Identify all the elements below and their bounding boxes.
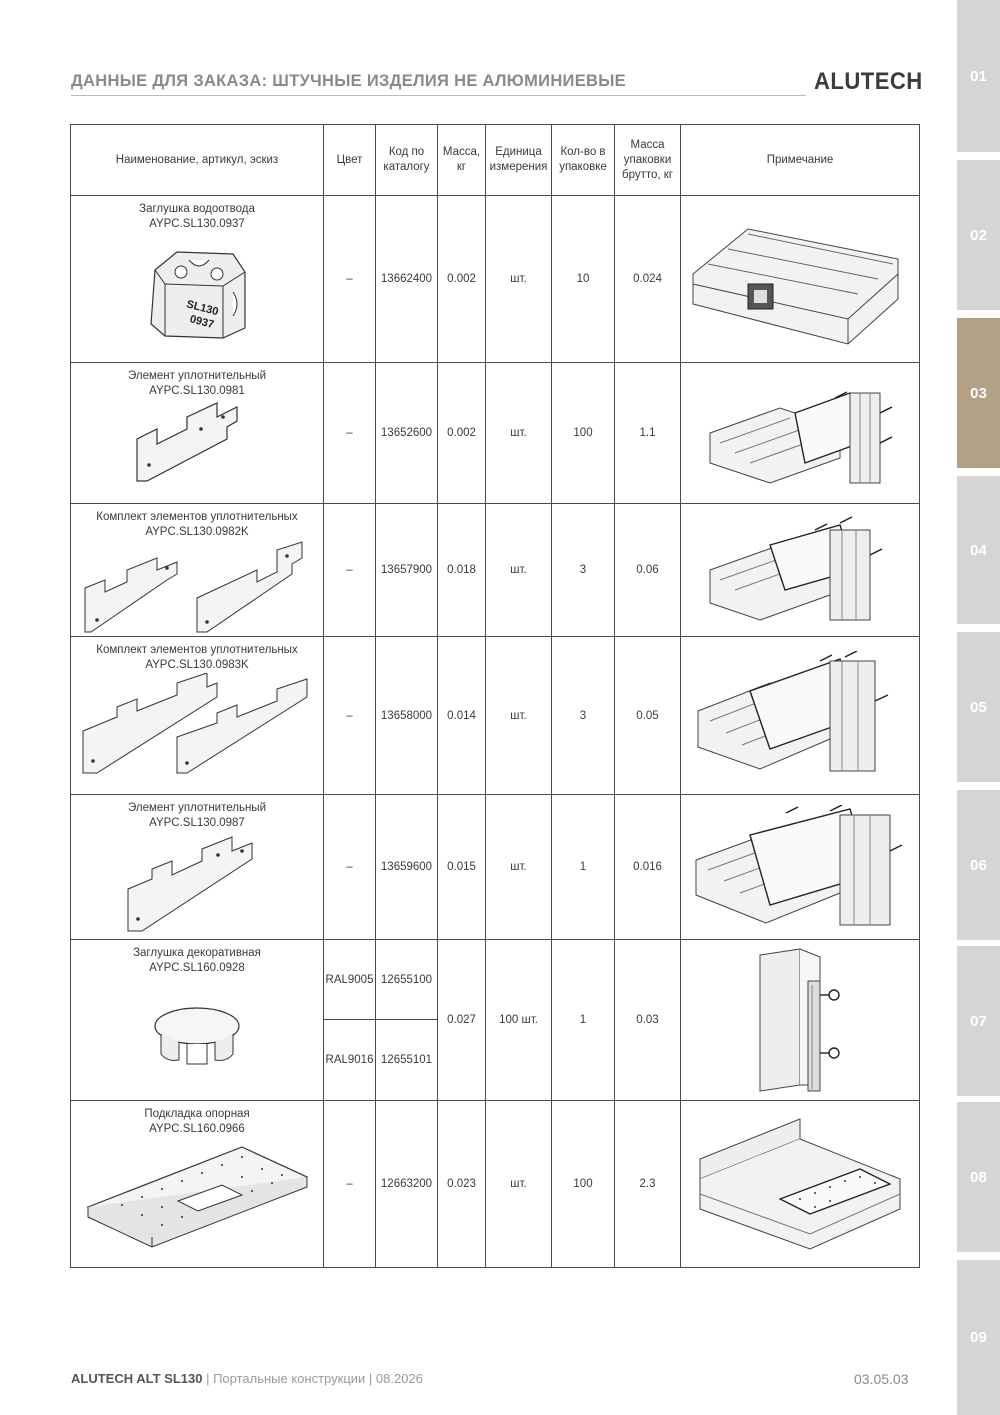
header-divider bbox=[71, 95, 806, 96]
item-unit: шт. bbox=[486, 363, 552, 504]
item-mass: 0.027 bbox=[438, 940, 486, 1101]
item-unit: шт. bbox=[486, 504, 552, 637]
item-qty: 3 bbox=[552, 504, 615, 637]
seal-element-2-sketch bbox=[122, 831, 272, 935]
seal-kit-sketch bbox=[77, 540, 317, 636]
item-qty: 1 bbox=[552, 795, 615, 940]
item-name: Комплект элементов уплотнительных AYPC.SL130.0982K bbox=[96, 511, 298, 538]
item-qty: 100 bbox=[552, 363, 615, 504]
order-table bbox=[70, 124, 920, 1268]
item-qty: 100 bbox=[552, 1101, 615, 1268]
table-row bbox=[71, 196, 920, 363]
item-name-cell bbox=[71, 363, 324, 504]
seal-kit-2-sketch bbox=[77, 673, 317, 783]
item-code: 12655101 bbox=[376, 1020, 438, 1101]
item-name: Элемент уплотнительный AYPC.SL130.0981 bbox=[128, 370, 266, 397]
item-code: 13662400 bbox=[376, 196, 438, 363]
seal-element-2-assembly-illustration bbox=[690, 805, 910, 930]
item-unit: 100 шт. bbox=[486, 940, 552, 1101]
item-note-cell bbox=[681, 637, 920, 795]
item-note-cell bbox=[681, 940, 920, 1101]
item-unit: шт. bbox=[486, 637, 552, 795]
table-row bbox=[71, 795, 920, 940]
item-name: Заглушка водоотвода AYPC.SL130.0937 bbox=[139, 203, 255, 230]
item-mass: 0.014 bbox=[438, 637, 486, 795]
item-color: – bbox=[324, 196, 376, 363]
item-qty: 10 bbox=[552, 196, 615, 363]
col-header-note: Примечание bbox=[681, 125, 920, 196]
tab-09[interactable]: 09 bbox=[957, 1260, 1000, 1415]
section-tabs bbox=[957, 0, 1000, 1415]
item-name: Подкладка опорная AYPC.SL160.0966 bbox=[144, 1108, 250, 1135]
page-title: ДАННЫЕ ДЛЯ ЗАКАЗА: ШТУЧНЫЕ ИЗДЕЛИЯ НЕ АЛЮМИНИЕВЫЕ bbox=[71, 72, 626, 90]
item-name-cell bbox=[71, 795, 324, 940]
col-header-unit: Единица измерения bbox=[486, 125, 552, 196]
item-code: 13659600 bbox=[376, 795, 438, 940]
item-color: – bbox=[324, 504, 376, 637]
page-number: 03.05.03 bbox=[854, 1371, 909, 1387]
brand-logo: ALUTECH bbox=[814, 68, 923, 95]
table-header-row bbox=[71, 125, 920, 196]
table-row bbox=[71, 1101, 920, 1268]
svg-text:0937: 0937 bbox=[188, 313, 216, 332]
profile-assembly-illustration bbox=[688, 204, 913, 354]
tab-05[interactable]: 05 bbox=[957, 632, 1000, 782]
item-name: Заглушка декоративная AYPC.SL160.0928 bbox=[133, 947, 261, 974]
col-header-qty: Кол-во в упаковке bbox=[552, 125, 615, 196]
support-pad-sketch bbox=[82, 1137, 312, 1257]
item-code: 13657900 bbox=[376, 504, 438, 637]
table-row bbox=[71, 637, 920, 795]
item-mass: 0.023 bbox=[438, 1101, 486, 1268]
item-name-cell bbox=[71, 637, 324, 795]
item-unit: шт. bbox=[486, 196, 552, 363]
item-gross: 0.024 bbox=[615, 196, 681, 363]
item-name-cell bbox=[71, 940, 324, 1101]
col-header-mass: Масса, кг bbox=[438, 125, 486, 196]
item-color: – bbox=[324, 795, 376, 940]
item-gross: 0.06 bbox=[615, 504, 681, 637]
item-name-cell bbox=[71, 504, 324, 637]
item-gross: 1.1 bbox=[615, 363, 681, 504]
item-mass: 0.018 bbox=[438, 504, 486, 637]
col-header-name: Наименование, артикул, эскиз bbox=[71, 125, 324, 196]
table-row bbox=[71, 940, 920, 1020]
item-code: 13652600 bbox=[376, 363, 438, 504]
footer-brand: ALUTECH ALT SL130 bbox=[71, 1371, 203, 1386]
item-note-cell bbox=[681, 196, 920, 363]
tab-06[interactable]: 06 bbox=[957, 790, 1000, 940]
item-code: 13658000 bbox=[376, 637, 438, 795]
item-gross: 2.3 bbox=[615, 1101, 681, 1268]
footer-info bbox=[71, 1371, 423, 1386]
seal-element-sketch bbox=[127, 399, 267, 489]
item-note-cell bbox=[681, 795, 920, 940]
item-unit: шт. bbox=[486, 795, 552, 940]
tab-08[interactable]: 08 bbox=[957, 1102, 1000, 1252]
decorative-cap-assembly-illustration bbox=[740, 945, 860, 1095]
tab-03[interactable]: 03 bbox=[957, 318, 1000, 468]
item-name: Комплект элементов уплотнительных AYPC.SL130.0983K bbox=[96, 644, 298, 671]
item-mass: 0.002 bbox=[438, 363, 486, 504]
item-note-cell bbox=[681, 1101, 920, 1268]
item-gross: 0.016 bbox=[615, 795, 681, 940]
seal-assembly-illustration bbox=[700, 373, 900, 493]
item-name-cell bbox=[71, 1101, 324, 1268]
item-color: – bbox=[324, 637, 376, 795]
table-row bbox=[71, 363, 920, 504]
col-header-color: Цвет bbox=[324, 125, 376, 196]
item-color: RAL9016 bbox=[324, 1020, 376, 1101]
item-color: RAL9005 bbox=[324, 940, 376, 1020]
item-mass: 0.002 bbox=[438, 196, 486, 363]
svg-text:SL130: SL130 bbox=[185, 298, 220, 319]
item-note-cell bbox=[681, 504, 920, 637]
item-name-cell bbox=[71, 196, 324, 363]
seal-kit-2-assembly-illustration bbox=[690, 651, 910, 781]
item-mass: 0.015 bbox=[438, 795, 486, 940]
item-qty: 1 bbox=[552, 940, 615, 1101]
item-gross: 0.05 bbox=[615, 637, 681, 795]
tab-07[interactable]: 07 bbox=[957, 946, 1000, 1096]
item-qty: 3 bbox=[552, 637, 615, 795]
col-header-code: Код по каталогу bbox=[376, 125, 438, 196]
item-code: 12663200 bbox=[376, 1101, 438, 1268]
item-color: – bbox=[324, 1101, 376, 1268]
item-unit: шт. bbox=[486, 1101, 552, 1268]
item-color: – bbox=[324, 363, 376, 504]
drain-cap-sketch bbox=[137, 232, 257, 342]
item-name: Элемент уплотнительный AYPC.SL130.0987 bbox=[128, 802, 266, 829]
support-pad-assembly-illustration bbox=[690, 1109, 910, 1259]
seal-kit-assembly-illustration bbox=[700, 515, 900, 625]
footer-section: | Портальные конструкции | 08.2026 bbox=[202, 1371, 423, 1386]
decorative-cap-sketch bbox=[147, 994, 247, 1084]
item-code: 12655100 bbox=[376, 940, 438, 1020]
item-gross: 0.03 bbox=[615, 940, 681, 1101]
table-row bbox=[71, 504, 920, 637]
item-note-cell bbox=[681, 363, 920, 504]
tab-02[interactable]: 02 bbox=[957, 160, 1000, 310]
tab-04[interactable]: 04 bbox=[957, 476, 1000, 624]
col-header-gross: Масса упаковки брутто, кг bbox=[615, 125, 681, 196]
tab-01[interactable]: 01 bbox=[957, 0, 1000, 152]
